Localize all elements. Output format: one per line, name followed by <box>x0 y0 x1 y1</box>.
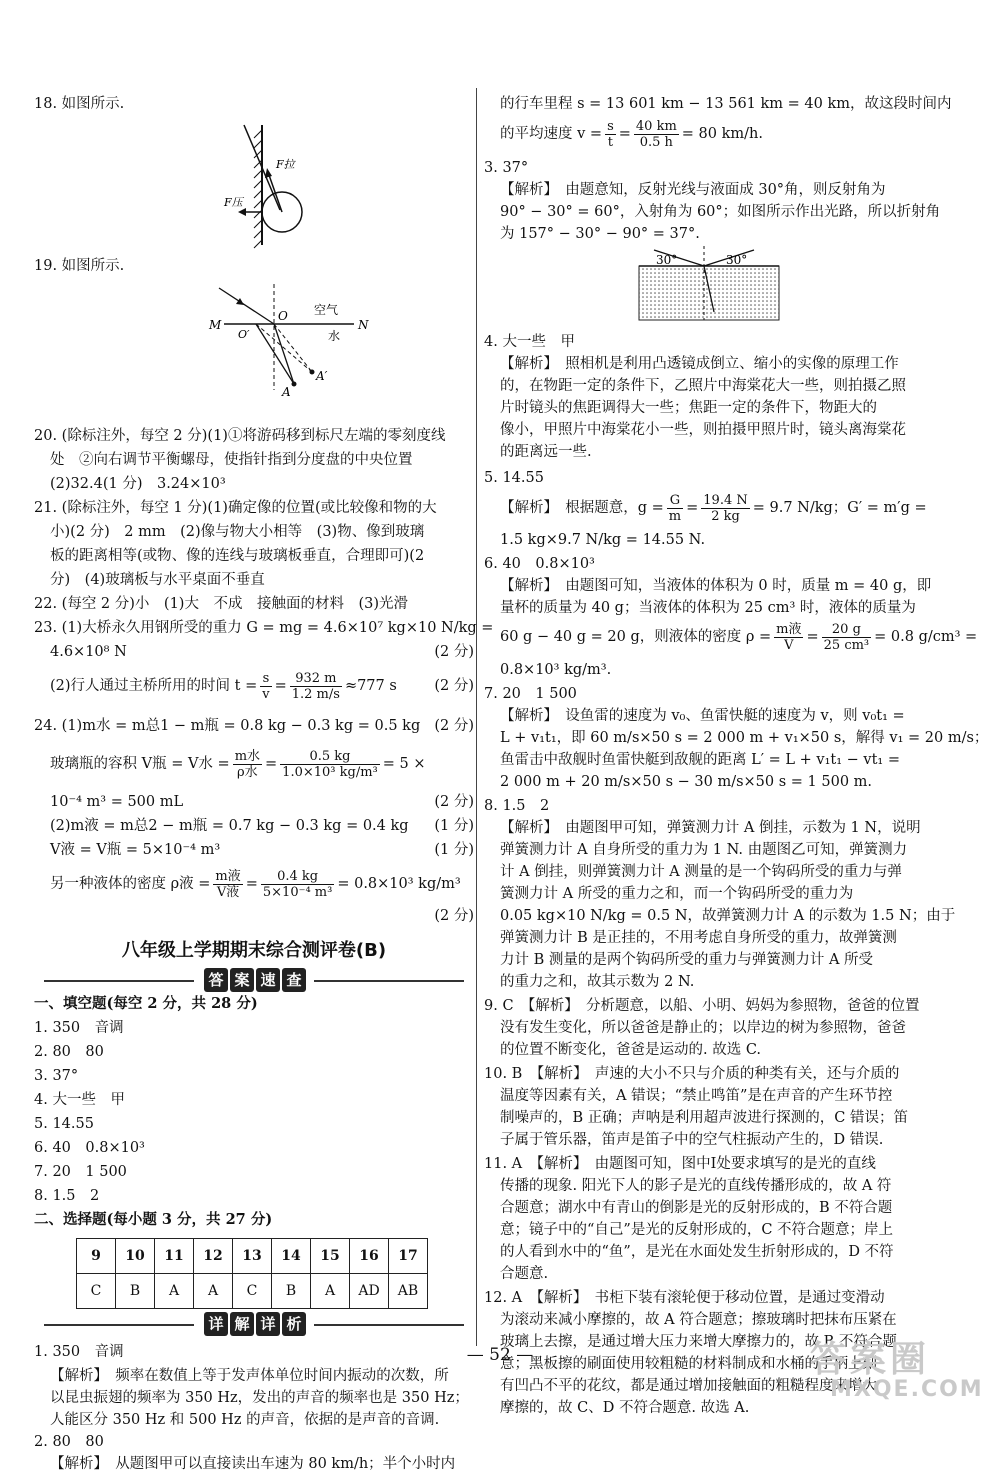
table-cell: AB <box>389 1274 428 1309</box>
section-1-heading: 一、填空题(每空 2 分，共 28 分) <box>34 995 258 1012</box>
banner-char: 答 <box>204 968 228 992</box>
r-line: 的位置不断变化，爸爸是运动的. 故选 C. <box>500 1042 762 1058</box>
r-answer-7: 7. 20 1 500 <box>484 686 577 702</box>
r-line: 意；黑板擦的刷面使用较粗糙的材料制成和水桶的手柄上刻 <box>500 1356 877 1372</box>
n-label: N <box>358 318 369 332</box>
q20-line3: (2)32.4(1 分) 3.24×10³ <box>50 476 226 492</box>
r-line: 摩擦的，故 C、D 不符合题意. 故选 A. <box>500 1400 750 1416</box>
r-line: 弹簧测力计 B 是正挂的，不用考虑自身所受的重力，故弹簧测 <box>500 930 897 946</box>
r-line-fraction: 60 g − 40 g = 20 g，则液体的密度 ρ = $\frac{\text{m液}}{V}$ = $\frac{20 g}{\text{25 cm³}}$ = 0.8 g/cm³ = <box>500 621 978 653</box>
r-line: 的行车里程 s = 13 601 km − 13 561 km = 40 km，故这段时间内 <box>500 96 952 112</box>
o-prime-label: O′ <box>238 328 250 341</box>
answer-2: 2. 80 80 <box>34 1044 104 1060</box>
detailed-analysis-banner <box>34 1312 474 1338</box>
r-line: L + v₁t₁，即 60 m/s×50 s = 2 000 m + v₁×50 s，解得 v₁ = 20 m/s； <box>500 730 989 746</box>
numerator: 40 km <box>635 118 677 134</box>
table-cell: 16 <box>350 1239 389 1274</box>
r-line: 量杯的质量为 40 g；当液体的体积为 25 cm³ 时，液体的质量为 <box>500 600 916 616</box>
denominator: v <box>262 686 270 702</box>
banner-char: 查 <box>282 968 306 992</box>
r-answer-8: 8. 1.5 2 <box>484 798 550 814</box>
table-cell: A <box>311 1274 350 1309</box>
detail-2: 2. 80 80 <box>34 1434 104 1450</box>
answer-5: 5. 14.55 <box>34 1116 94 1132</box>
table-cell: C <box>233 1274 272 1309</box>
detail-1-explain-3: 人能区分 350 Hz 和 500 Hz 的声音，依据的是声音的音调. <box>50 1412 440 1428</box>
r-line: 为 157° − 30° − 90° = 37°. <box>500 226 700 242</box>
q23-text: (2)行人通过主桥所用的时间 t = <box>50 678 258 694</box>
answer-4: 4. 大一些 甲 <box>34 1092 125 1108</box>
points: (2 分) <box>434 644 474 660</box>
q22-line: 22. (每空 2 分)小 (1)大 不成 接触面的材料 (3)光滑 <box>34 596 409 612</box>
table-cell: A <box>194 1274 233 1309</box>
numerator: G <box>667 493 683 509</box>
r-answer-3: 3. 37° <box>484 160 529 176</box>
r-answer-9: 9. C 【解析】 分析题意，以船、小明、妈妈为参照物，爸爸的位置 <box>484 998 920 1014</box>
table-cell: 14 <box>272 1239 311 1274</box>
banner-char: 析 <box>282 1312 306 1336</box>
q24-result: = 5 × <box>382 756 426 772</box>
points: (2 分) <box>434 908 474 924</box>
table-row <box>77 1274 428 1309</box>
q19-text: 19. 如图所示. <box>34 258 125 274</box>
fraction <box>774 622 803 653</box>
r-answer-12: 12. A 【解析】 书柜下装有滚轮便于移动位置，是通过变滑动 <box>484 1290 885 1306</box>
f-la-label: F拉 <box>276 158 295 171</box>
r-line-fraction: 【解析】 根据题意，g = $\frac{G}{m}$ = $\frac{19.4 N}{2 kg}$ = 9.7 N/kg；G′ = m′g = <box>500 492 927 524</box>
table-cell: 15 <box>311 1239 350 1274</box>
r-result: = 80 km/h. <box>681 126 763 142</box>
numerator: s <box>607 118 614 134</box>
r-line: 鱼雷击中敌舰时鱼雷快艇到敌舰的距离 L′ = L + v₁t₁ − vt₁ = <box>500 752 900 768</box>
q20-line1: 20. (除标注外，每空 2 分)(1)①将游码移到标尺左端的零刻度线 <box>34 428 446 444</box>
r-line: 像小，甲照片中海棠花小一些，则拍摄甲照片时，镜头离海棠花 <box>500 422 906 438</box>
denominator: m <box>668 508 682 524</box>
numerator: 932 m <box>290 671 342 687</box>
numerator: 0.4 kg <box>261 869 334 885</box>
water-label: 水 <box>328 329 341 343</box>
numerator: 20 g <box>822 622 872 638</box>
q21-line4: 分) (4)玻璃板与水平桌面不垂直 <box>50 572 265 588</box>
numerator: 0.5 kg <box>280 749 380 765</box>
q24-line2: 玻璃瓶的容积 V瓶 = V水 = $\frac{\text{m水}}{\text{ρ水}}$ = $\frac{0.5 kg}{\text{1.0×10³ kg/m³}}$ = 5 × <box>50 748 426 780</box>
q24-text: 另一种液体的密度 ρ液 = <box>50 876 211 892</box>
fraction <box>280 749 380 780</box>
q20-line2: 处 ②向右调节平衡螺母，使指针指到分度盘的中央位置 <box>50 452 413 468</box>
q24-text: 24. (1)m水 = m总1 − m瓶 = 0.8 kg − 0.3 kg = 0.5 kg <box>34 718 421 734</box>
q24-text: V液 = V瓶 = 5×10⁻⁴ m³ <box>50 842 221 858</box>
r-line: 没有发生变化，所以爸爸是静止的；以岸边的树为参照物，爸爸 <box>500 1020 906 1036</box>
section-2-heading: 二、选择题(每小题 3 分，共 27 分) <box>34 1211 273 1228</box>
r-line: 的，在物距一定的条件下，乙照片中海棠花大一些，则拍摄乙照 <box>500 378 906 394</box>
denominator: V <box>784 637 794 653</box>
detail-1-explain-2: 以昆虫振翅的频率为 350 Hz，发出的声音的频率也是 350 Hz； <box>50 1390 469 1406</box>
table-cell: 13 <box>233 1239 272 1274</box>
r-line: 意；镜子中的“自己”是光的反射形成的，C 不符合题意；岸上 <box>500 1222 894 1238</box>
table-cell: C <box>77 1274 116 1309</box>
r-line: 90° − 30° = 60°，入射角为 60°；如图所示作出光路，所以折射角 <box>500 204 941 220</box>
table-cell: B <box>272 1274 311 1309</box>
r-line: 计 A 倒挂，则弹簧测力计 A 测量的是一个钩码所受的重力与弹 <box>500 864 902 880</box>
q24-text: 玻璃瓶的容积 V瓶 = V水 = <box>50 756 230 772</box>
table-cell: AD <box>350 1274 389 1309</box>
table-cell: 10 <box>116 1239 155 1274</box>
banner-char: 详 <box>256 1312 280 1336</box>
r-line: 子属于管乐器，笛声是笛子中的空气柱振动产生的，D 错误. <box>500 1132 884 1148</box>
r-line: 温度等因素有关，A 错误；“禁止鸣笛”是在声音的产生环节控 <box>500 1088 893 1104</box>
r-line: 为滚动来减小摩擦的，故 A 符合题意；擦玻璃时把抹布压紧在 <box>500 1312 897 1328</box>
a-label: A <box>282 385 291 399</box>
r-line: 【解析】 由题图可知，当液体的体积为 0 时，质量 m = 40 g，即 <box>500 578 932 594</box>
denominator: ρ水 <box>237 764 258 780</box>
r-line: 【解析】 由题图甲可知，弹簧测力计 A 倒挂，示数为 1 N，说明 <box>500 820 921 836</box>
air-label: 空气 <box>314 303 339 317</box>
q21-line2: 小)(2 分) 2 mm (2)像与物大小相等 (3)物、像到玻璃 <box>50 524 425 540</box>
q18-text: 18. 如图所示. <box>34 96 125 112</box>
r-result: = 0.8 g/cm³ = <box>874 629 978 645</box>
table-cell: B <box>116 1274 155 1309</box>
r-line: 的重力之和，故其示数为 2 N. <box>500 974 695 990</box>
r-answer-5: 5. 14.55 <box>484 470 544 486</box>
numerator: s <box>260 671 271 687</box>
points: (2 分) <box>434 794 474 810</box>
r-line: 【解析】 设鱼雷的速度为 v₀、鱼雷快艇的速度为 v，则 v₀t₁ = <box>500 708 905 724</box>
q24-text: (2)m液 = m总2 − m瓶 = 0.7 kg − 0.3 kg = 0.4 kg <box>50 818 409 834</box>
answer-3: 3. 37° <box>34 1068 79 1084</box>
figure-18-force-diagram <box>214 120 334 250</box>
column-divider <box>476 88 477 1346</box>
r-line: 的人看到水中的“鱼”，是光在水面处发生折射形成的，D 不符 <box>500 1244 894 1260</box>
q23-line3: (2)行人通过主桥所用的时间 t = $\frac{s}{v}$ = $\frac{932 m}{1.2 m/s}$ ≈777 s (2 分) <box>34 668 474 704</box>
r-line: 簧测力计 A 所受的重力之和，而一个钩码所受的重力为 <box>500 886 854 902</box>
r-text: 60 g − 40 g = 20 g，则液体的密度 ρ = <box>500 629 772 645</box>
figure-3-reflection <box>634 244 784 324</box>
denominator: 1.2 m/s <box>291 686 340 702</box>
q23-line1: 23. (1)大桥永久用钢所受的重力 G = mg = 4.6×10⁷ kg×10 N/kg = <box>34 620 494 636</box>
denominator: 5×10⁻⁴ m³ <box>262 884 333 900</box>
fraction <box>233 749 262 780</box>
fraction <box>261 869 334 900</box>
f-ya-label: F压 <box>224 196 243 209</box>
r-line: 2 000 m + 20 m/s×50 s − 30 m/s×50 s = 1 500 m. <box>500 774 873 790</box>
table-cell: 9 <box>77 1239 116 1274</box>
table-row <box>77 1239 428 1274</box>
q21-line1: 21. (除标注外，每空 1 分)(1)确定像的位置(或比较像和物的大 <box>34 500 437 516</box>
fraction <box>213 869 242 900</box>
r-answer-6: 6. 40 0.8×10³ <box>484 556 595 572</box>
answer-quick-banner <box>34 968 474 994</box>
points: (1 分) <box>434 842 474 858</box>
q24-line4 <box>34 816 474 836</box>
q21-line3: 板的距离相等(或物、像的连线与玻璃板垂直，合理即可)(2 <box>50 548 425 564</box>
r-line: 0.8×10³ kg/m³. <box>500 662 612 678</box>
answer-6: 6. 40 0.8×10³ <box>34 1140 145 1156</box>
numerator: m液 <box>215 868 241 884</box>
m-label: M <box>209 318 222 332</box>
choice-answer-table <box>76 1238 428 1309</box>
points: (1 分) <box>434 818 474 834</box>
q24-text: 10⁻⁴ m³ = 500 mL <box>50 794 184 810</box>
banner-char: 详 <box>204 1312 228 1336</box>
banner-char: 案 <box>230 968 254 992</box>
r-line: 【解析】 由题意知，反射光线与液面成 30°角，则反射角为 <box>500 182 886 198</box>
watermark-url: MXQE.COM <box>830 1377 984 1402</box>
banner-char: 速 <box>256 968 280 992</box>
fraction <box>260 671 271 702</box>
r-line: 弹簧测力计 A 自身所受的重力为 1 N. 由题图乙可知，弹簧测力 <box>500 842 908 858</box>
denominator: 25 cm³ <box>823 637 870 653</box>
banner-rule <box>44 980 194 982</box>
banner-rule <box>44 1324 194 1326</box>
denominator: t <box>607 134 614 150</box>
table-cell: 17 <box>389 1239 428 1274</box>
r-answer-4: 4. 大一些 甲 <box>484 334 575 350</box>
q24-result: = 0.8×10³ kg/m³ <box>337 876 461 892</box>
r-line: 力计 B 测量的是两个钩码所受的重力与弹簧测力计 A 所受 <box>500 952 874 968</box>
banner-char: 解 <box>230 1312 254 1336</box>
detail-2-explain-1: 【解析】 从题图甲可以直接读出车速为 80 km/h；半个小时内 <box>50 1456 456 1472</box>
q24-line1 <box>34 716 474 736</box>
q24-line6: 另一种液体的密度 ρ液 = $\frac{\text{m液}}{\text{V液}}$ = $\frac{0.4 kg}{\text{5×10⁻⁴ m³}}$ = 0.8×10³ kg/m³ <box>50 868 461 900</box>
watermark <box>810 1331 984 1411</box>
numerator: m水 <box>234 748 261 764</box>
answer-8: 8. 1.5 2 <box>34 1188 100 1204</box>
fraction <box>701 493 749 524</box>
o-label: O <box>278 309 288 323</box>
r-line: 制噪声的，B 正确；声呐是利用超声波进行探测的，C 错误；笛 <box>500 1110 908 1126</box>
fraction <box>634 119 679 150</box>
fraction <box>667 493 683 524</box>
a-prime-label: A′ <box>316 369 328 383</box>
table-cell: 11 <box>155 1239 194 1274</box>
r-line: 合题意. <box>500 1266 549 1282</box>
r-line: 片时镜头的焦距调得大一些；焦距一定的条件下，物距大的 <box>500 400 877 416</box>
r-line: 有凹凸不平的花纹，都是通过增加接触面的粗糙程度来增大 <box>500 1378 877 1394</box>
banner-rule <box>314 980 464 982</box>
denominator: 1.0×10³ kg/m³ <box>282 764 378 780</box>
table-cell: A <box>155 1274 194 1309</box>
denominator: V液 <box>216 884 240 900</box>
answer-1: 1. 350 音调 <box>34 1020 124 1036</box>
r-answer-11: 11. A 【解析】 由题图可知，图中Ⅰ处要求填写的是光的直线 <box>484 1156 876 1172</box>
numerator: m液 <box>776 621 802 637</box>
q23-result: ≈777 s <box>344 678 397 694</box>
q23-line2 <box>34 642 474 662</box>
banner-boxes <box>204 968 306 992</box>
r-answer-10: 10. B 【解析】 声速的大小不只与介质的种类有关，还与介质的 <box>484 1066 900 1082</box>
exam-title: 八年级上学期期末综合测评卷(B) <box>121 940 387 961</box>
r-line: 0.05 kg×10 N/kg = 0.5 N，故弹簧测力计 A 的示数为 1.5 N；由于 <box>500 908 956 924</box>
r-text: 【解析】 根据题意，g = <box>500 500 664 516</box>
banner-rule <box>314 1324 464 1326</box>
detail-1-explain-1: 【解析】 频率在数值上等于发声体单位时间内振动的次数，所 <box>50 1368 449 1384</box>
r-line: 玻璃上去擦，是通过增大压力来增大摩擦力的，故 B 不符合题 <box>500 1334 897 1350</box>
points: (2 分) <box>434 678 474 694</box>
angle-label-left: 30° <box>656 253 678 267</box>
fraction <box>605 119 616 150</box>
r-result: = 9.7 N/kg；G′ = m′g = <box>752 500 927 516</box>
figure-19-refraction <box>204 280 384 400</box>
q23-line2-text: 4.6×10⁸ N <box>50 644 127 660</box>
r-line: 的距离远一些. <box>500 444 592 460</box>
detail-1: 1. 350 音调 <box>34 1344 124 1360</box>
table-cell: 12 <box>194 1239 233 1274</box>
denominator: 2 kg <box>711 508 740 524</box>
page-number: — 52 — <box>466 1345 534 1365</box>
fraction <box>290 671 342 702</box>
r-line: 合题意；湖水中有青山的倒影是光的反射形成的，B 不符合题 <box>500 1200 893 1216</box>
q24-line3 <box>34 792 474 812</box>
fraction <box>822 622 872 653</box>
watermark-logo-text: 答案圈 <box>810 1339 931 1380</box>
r-text: 的平均速度 v = <box>500 126 603 142</box>
angle-label-right: 30° <box>726 253 748 267</box>
points: (2 分) <box>434 718 474 734</box>
r-line-fraction: 的平均速度 v = $\frac{s}{t}$ = $\frac{40 km}{0.5 h}$ = 80 km/h. <box>500 118 763 150</box>
r-line: 【解析】 照相机是利用凸透镜成倒立、缩小的实像的原理工作 <box>500 356 899 372</box>
banner-boxes <box>204 1312 306 1336</box>
q24-line5 <box>34 840 474 860</box>
answer-7: 7. 20 1 500 <box>34 1164 127 1180</box>
denominator: 0.5 h <box>639 134 673 150</box>
numerator: 19.4 N <box>703 492 748 508</box>
r-line: 传播的现象. 阳光下人的影子是光的直线传播形成的，故 A 符 <box>500 1178 892 1194</box>
r-line: 1.5 kg×9.7 N/kg = 14.55 N. <box>500 532 706 548</box>
